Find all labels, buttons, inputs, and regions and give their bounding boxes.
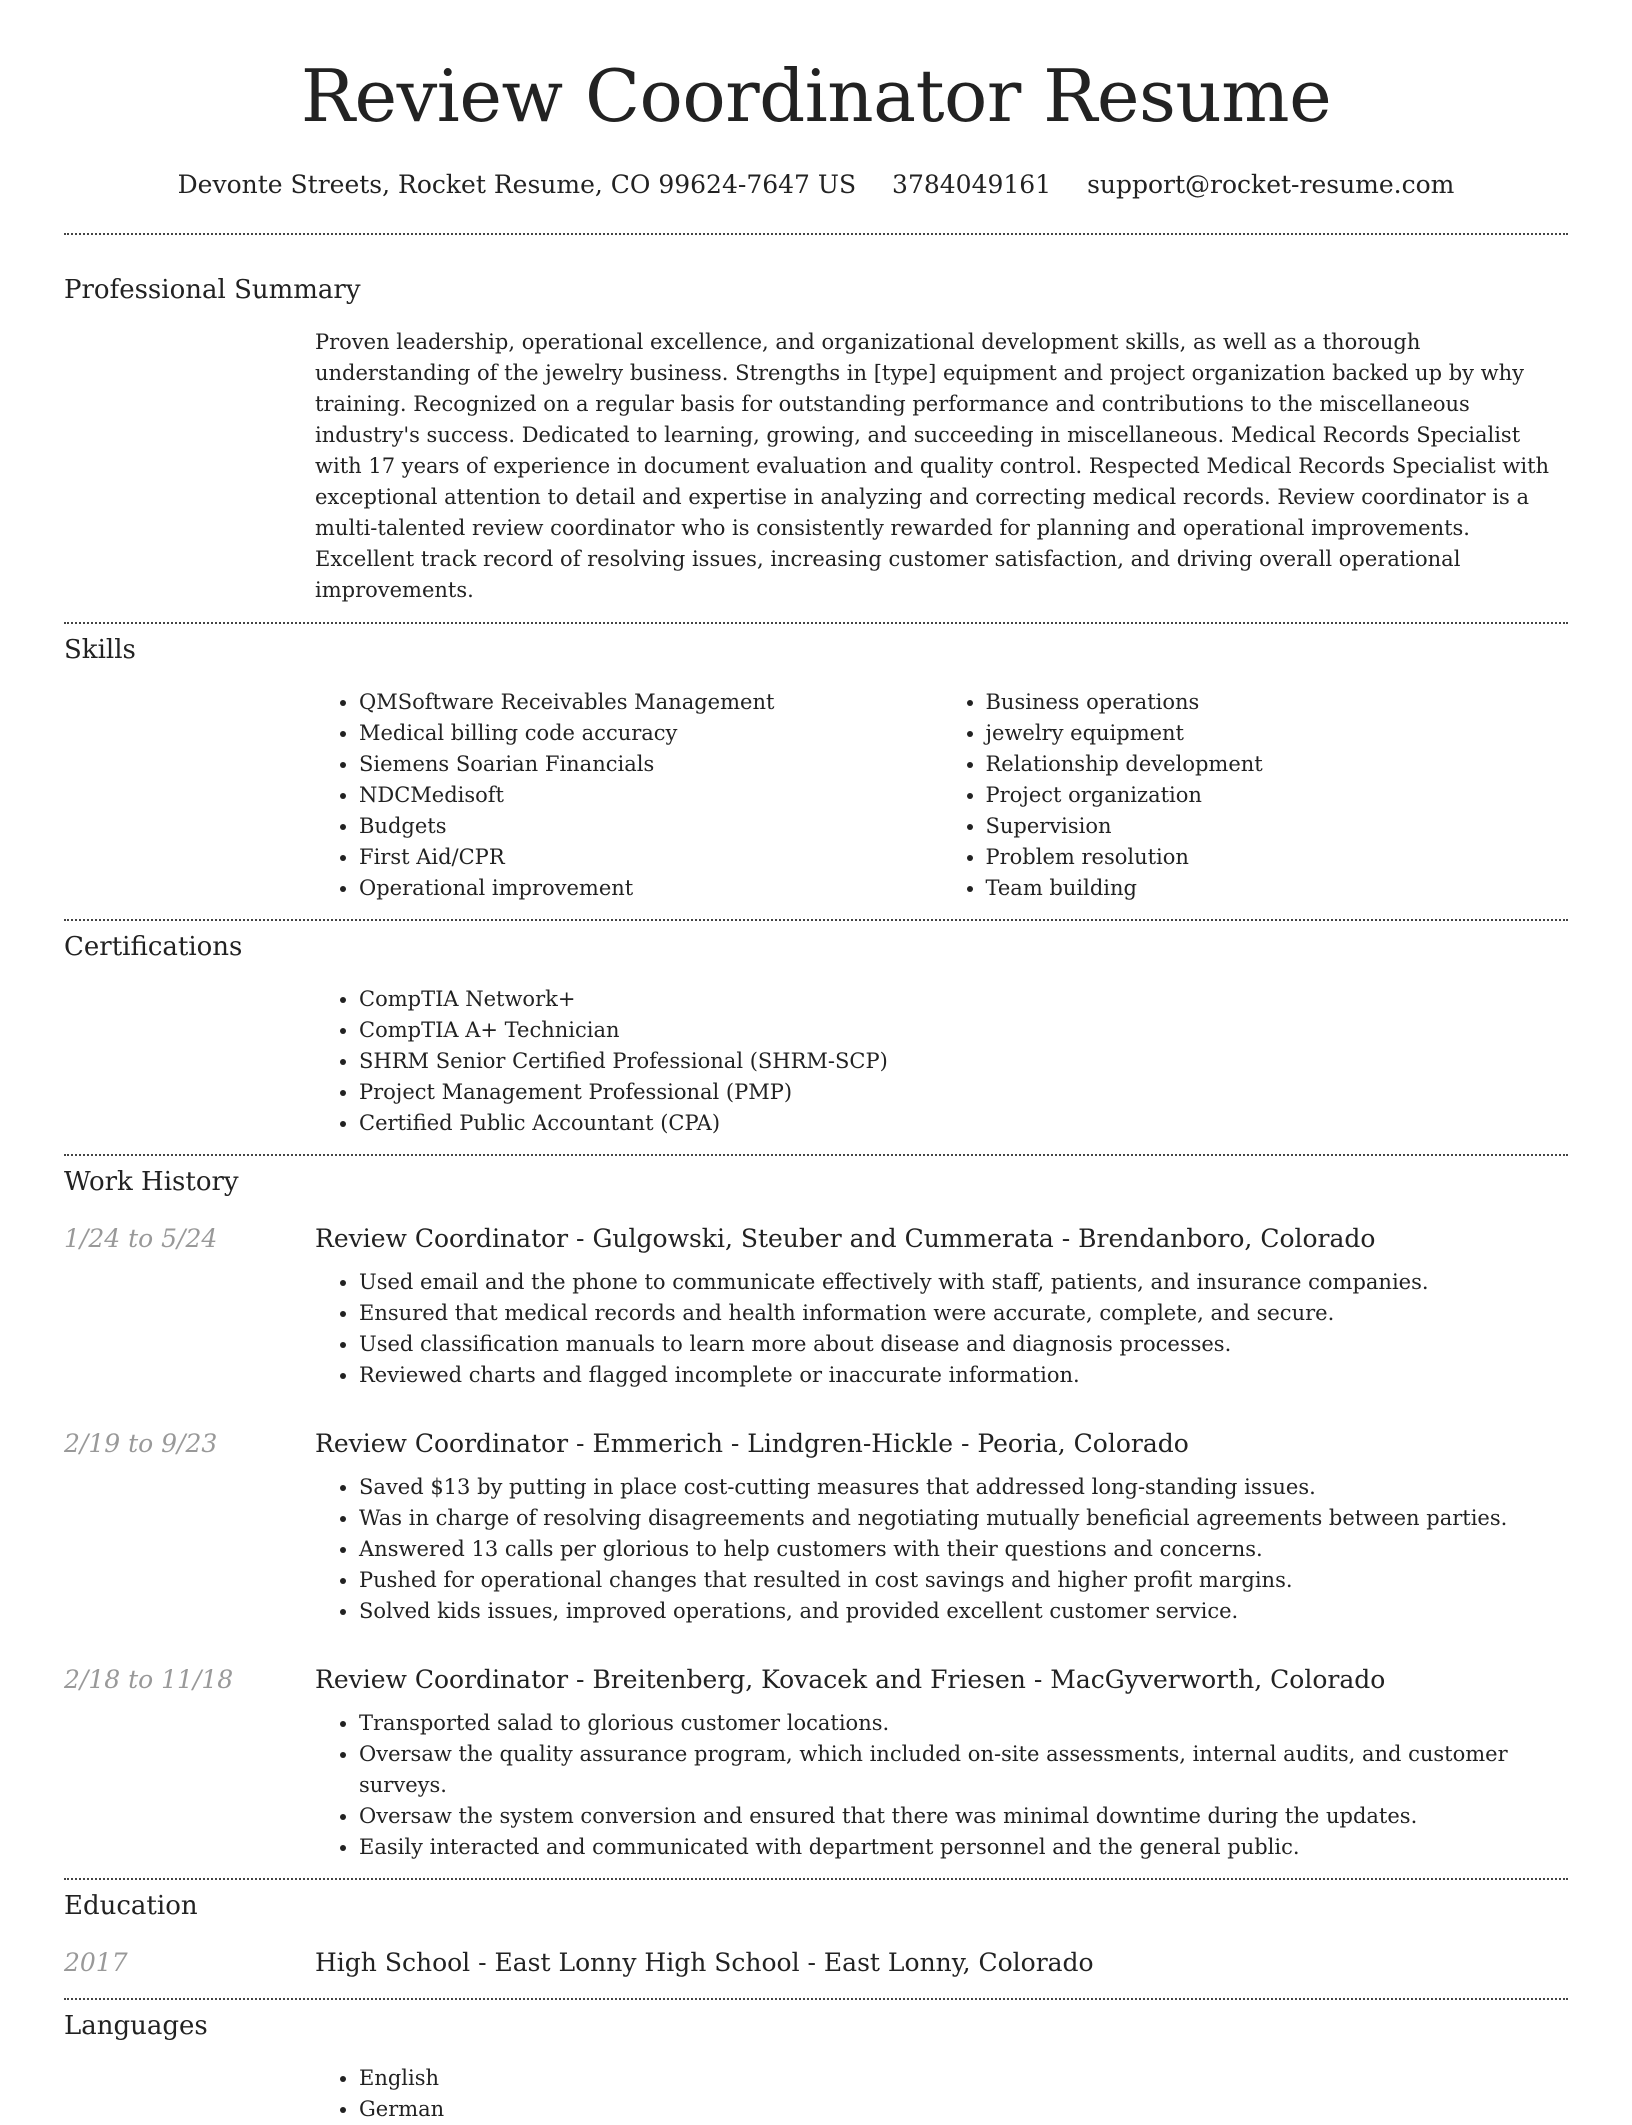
- list-item: • Answered 13 calls per glorious to help customers with their questions and concerns.: [359, 1534, 1568, 1565]
- job-entry: [64, 1429, 1568, 1627]
- job-title: Review Coordinator - Emmerich - Lindgren-Hickle - Peoria, Colorado: [315, 1429, 1189, 1458]
- work-history-section: [64, 1156, 1568, 1863]
- education-title: High School - East Lonny High School - East Lonny, Colorado: [315, 1948, 1094, 1977]
- section-heading-certifications: Certifications: [64, 932, 243, 962]
- job-entry: [64, 1665, 1568, 1863]
- skills-list-left: [315, 687, 942, 904]
- list-item: • Project Management Professional (PMP): [359, 1077, 1568, 1108]
- list-item: • CompTIA Network+: [359, 984, 1568, 1015]
- languages-list: [315, 2063, 1568, 2125]
- list-item: • Easily interacted and communicated with department personnel and the general public.: [359, 1832, 1568, 1863]
- section-heading-summary: Professional Summary: [64, 275, 361, 305]
- section-heading-education: Education: [64, 1891, 198, 1921]
- contact-address: Devonte Streets, Rocket Resume, CO 99624-7647 US: [177, 170, 857, 199]
- job-dates: 2/18 to 11/18: [64, 1665, 234, 1694]
- list-item: • Budgets: [359, 811, 942, 842]
- contact-info: [64, 170, 1568, 199]
- list-item: • Team building: [986, 873, 1569, 904]
- list-item: • jewelry equipment: [986, 718, 1569, 749]
- languages-section: [64, 2000, 1568, 2125]
- job-title: Review Coordinator - Breitenberg, Kovacek and Friesen - MacGyverworth, Colorado: [315, 1665, 1386, 1694]
- skills-list-right: [942, 687, 1569, 904]
- list-item: • First Aid/CPR: [359, 842, 942, 873]
- list-item: • German: [359, 2094, 1568, 2125]
- list-item: • Certified Public Accountant (CPA): [359, 1108, 1568, 1139]
- list-item: • Used email and the phone to communicate effectively with staff, patients, and insurance companies.: [359, 1267, 1568, 1298]
- job-dates: 1/24 to 5/24: [64, 1224, 218, 1253]
- list-item: • Supervision: [986, 811, 1569, 842]
- list-item: • Project organization: [986, 780, 1569, 811]
- education-section: [64, 1880, 1568, 1977]
- list-item: • Oversaw the system conversion and ensured that there was minimal downtime during the updates.: [359, 1801, 1568, 1832]
- list-item: • Was in charge of resolving disagreements and negotiating mutually beneficial agreements between parties.: [359, 1503, 1568, 1534]
- job-bullets: [315, 1708, 1568, 1863]
- list-item: • Saved $13 by putting in place cost-cutting measures that addressed long-standing issues.: [359, 1472, 1568, 1503]
- list-item: • Operational improvement: [359, 873, 942, 904]
- list-item: • Pushed for operational changes that resulted in cost savings and higher profit margins.: [359, 1565, 1568, 1596]
- list-item: • Siemens Soarian Financials: [359, 749, 942, 780]
- summary-section: [64, 235, 1568, 606]
- list-item: • Used classification manuals to learn more about disease and diagnosis processes.: [359, 1329, 1568, 1360]
- list-item: • Transported salad to glorious customer locations.: [359, 1708, 1568, 1739]
- job-entry: [64, 1224, 1568, 1391]
- skills-section: [64, 624, 1568, 904]
- list-item: • Oversaw the quality assurance program, which included on-site assessments, internal audits, and customer surveys.: [359, 1739, 1568, 1801]
- list-item: • QMSoftware Receivables Management: [359, 687, 942, 718]
- contact-phone: 3784049161: [892, 170, 1052, 199]
- list-item: • Reviewed charts and flagged incomplete or inaccurate information.: [359, 1360, 1568, 1391]
- resume-title: Review Coordinator Resume: [300, 54, 1332, 138]
- job-title: Review Coordinator - Gulgowski, Steuber and Cummerata - Brendanboro, Colorado: [315, 1224, 1376, 1253]
- list-item: • CompTIA A+ Technician: [359, 1015, 1568, 1046]
- list-item: • Solved kids issues, improved operations, and provided excellent customer service.: [359, 1596, 1568, 1627]
- job-bullets: [315, 1267, 1568, 1391]
- list-item: • English: [359, 2063, 1568, 2094]
- list-item: • Relationship development: [986, 749, 1569, 780]
- list-item: • SHRM Senior Certified Professional (SHRM-SCP): [359, 1046, 1568, 1077]
- list-item: • Medical billing code accuracy: [359, 718, 942, 749]
- list-item: • NDCMedisoft: [359, 780, 942, 811]
- list-item: • Problem resolution: [986, 842, 1569, 873]
- contact-email: support@rocket-resume.com: [1087, 170, 1455, 199]
- certifications-list: [315, 984, 1568, 1139]
- section-heading-work-history: Work History: [64, 1167, 239, 1197]
- section-heading-skills: Skills: [64, 635, 136, 665]
- list-item: • Business operations: [986, 687, 1569, 718]
- job-bullets: [315, 1472, 1568, 1627]
- section-heading-languages: Languages: [64, 2011, 208, 2041]
- job-dates: 2/19 to 9/23: [64, 1429, 218, 1458]
- summary-text: Proven leadership, operational excellence, and organizational development skills, as well as a thorough understanding of the jewelry business. Strengths in [type] equipment and project organization backed up by why training. Recognized on a regular basis for outstanding performance and contributions to the miscellaneous industry's success. Dedicated to learning, growing, and succeeding in miscellaneous. Medical Records Specialist with 17 years of experience in document evaluation and quality control. Respected Medical Records Specialist with exceptional attention to detail and expertise in analyzing and correcting medical records. Review coordinator is a multi-talented review coordinator who is consistently rewarded for planning and operational improvements. Excellent track record of resolving issues, increasing customer satisfaction, and driving overall operational improvements.: [315, 330, 1550, 602]
- list-item: • Ensured that medical records and health information were accurate, complete, and secure.: [359, 1298, 1568, 1329]
- education-date: 2017: [64, 1948, 128, 1977]
- certifications-section: [64, 921, 1568, 1139]
